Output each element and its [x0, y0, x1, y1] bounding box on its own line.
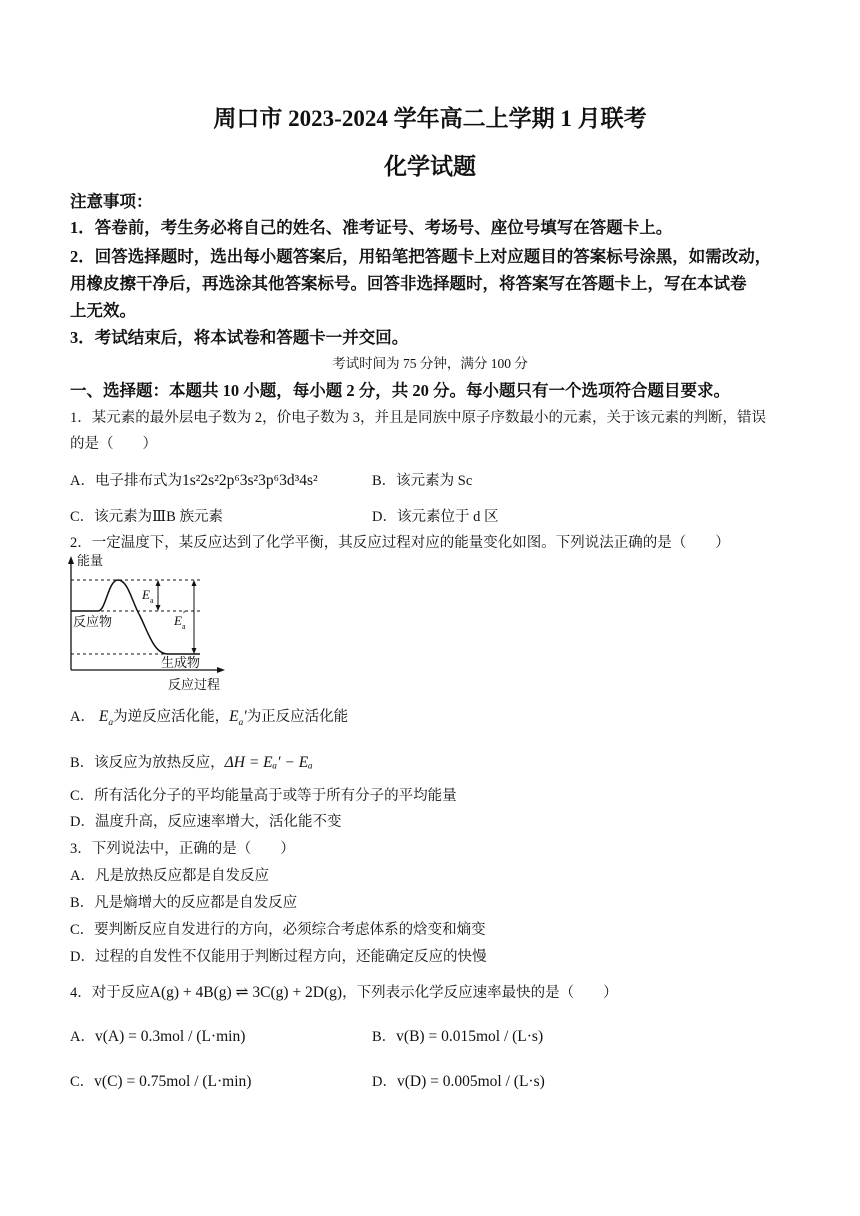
q4-equation: A(g) + 4B(g) ⇌ 3C(g) + 2D(g) — [149, 984, 343, 1001]
q2-option-b-label: B．该反应为放热反应， — [70, 755, 225, 771]
ea-prime-label-sub: a — [182, 622, 186, 631]
notice-item-2-cont: 用橡皮擦干净后，再选涂其他答案标号。回答非选择题时，将答案写在答题卡上，写在本试卷 — [70, 274, 747, 293]
energy-diagram — [60, 552, 240, 692]
q4-option-d-label: D． — [372, 1074, 397, 1090]
q2-option-a-label: A． — [70, 709, 95, 725]
q4-option-b-label: B． — [372, 1029, 397, 1045]
x-axis-label: 反应过程 — [168, 677, 221, 692]
q4-option-b — [372, 1025, 543, 1046]
q2-ea-prime-symbol: $E_a'$ — [229, 708, 247, 729]
q2-option-a-suffix: 为正反应活化能 — [246, 709, 349, 725]
q2-stem: 2．一定温度下，某反应达到了化学平衡，其反应过程对应的能量变化如图。下列说法正确的是（ ） — [70, 535, 730, 551]
q4-stem-prefix: 4．对于反应 — [70, 985, 150, 1001]
exam-title: 周口市 2023-2024 学年高二上学期 1 月联考 — [213, 106, 647, 131]
notice-item-1: 1．答卷前，考生务必将自己的姓名、准考证号、考场号、座位号填写在答题卡上。 — [70, 218, 673, 237]
q1-stem-cont: 的是（ ） — [70, 436, 157, 452]
notice-item-2: 2．回答选择题时，选出每小题答案后，用铅笔把答题卡上对应题目的答案标号涂黑，如需改动， — [70, 247, 772, 266]
q1-stem: 1．某元素的最外层电子数为 2，价电子数为 3，并且是同族中原子序数最小的元素，关于该元素的判断，错误 — [70, 410, 766, 426]
q1-option-a-label: A．电子排布式为 — [70, 473, 182, 489]
q3-option-c: C．要判断反应自发进行的方向，必须综合考虑体系的焓变和熵变 — [70, 922, 486, 938]
q2-option-d: D．温度升高，反应速率增大，活化能不变 — [70, 814, 342, 830]
ea-label: E — [142, 587, 150, 602]
q2-ea-symbol: $E_a$ — [94, 708, 114, 729]
q1-option-d: D．该元素位于 d 区 — [372, 509, 499, 525]
q3-stem: 3．下列说法中，正确的是（ ） — [70, 841, 295, 857]
q2-option-b — [70, 751, 313, 772]
q2-option-a-mid: 为逆反应活化能， — [113, 709, 230, 725]
notice-item-3: 3．考试结束后，将本试卷和答题卡一并交回。 — [70, 328, 409, 347]
q4-option-a-value: v(A) = 0.3mol / (L·min) — [94, 1028, 246, 1045]
q4-stem — [70, 981, 618, 1002]
exam-info: 考试时间为 75 分钟，满分 100 分 — [332, 356, 528, 371]
notice-item-2-end: 上无效。 — [70, 301, 136, 320]
ea-prime-mark: ′ — [183, 609, 186, 621]
q1-option-a — [70, 469, 318, 490]
q3-option-d: D．过程的自发性不仅能用于判断过程方向，还能确定反应的快慢 — [70, 949, 487, 965]
y-axis-arrow — [68, 556, 74, 564]
notice-heading: 注意事项： — [70, 192, 153, 211]
q4-option-c — [70, 1070, 251, 1091]
x-axis-arrow — [217, 667, 225, 673]
q4-option-d-value: v(D) = 0.005mol / (L·s) — [396, 1073, 545, 1090]
q1-option-b: B．该元素为 Sc — [372, 473, 473, 489]
product-label: 生成物 — [161, 655, 201, 670]
q2-option-b-formula: ΔH = Eₐ′ − Eₐ — [224, 754, 313, 771]
q4-option-a-label: A． — [70, 1029, 95, 1045]
q4-option-b-value: v(B) = 0.015mol / (L·s) — [396, 1028, 544, 1045]
y-axis-label: 能量 — [77, 553, 104, 568]
exam-subtitle: 化学试题 — [384, 154, 476, 179]
q4-stem-suffix: ，下列表示化学反应速率最快的是（ ） — [342, 985, 618, 1001]
q2-option-a — [70, 705, 348, 728]
q4-option-d — [372, 1070, 545, 1091]
q3-option-b: B．凡是熵增大的反应都是自发反应 — [70, 895, 298, 911]
q3-option-a: A．凡是放热反应都是自发反应 — [70, 868, 269, 884]
q2-option-c: C．所有活化分子的平均能量高于或等于所有分子的平均能量 — [70, 788, 457, 804]
ea-prime-label: E — [174, 613, 182, 628]
ea-label-sub: a — [150, 596, 154, 605]
q4-option-a — [70, 1025, 245, 1046]
q4-option-c-value: v(C) = 0.75mol / (L·min) — [94, 1073, 252, 1090]
q1-option-a-config: 1s²2s²2p⁶3s²3p⁶3d³4s² — [181, 472, 318, 489]
q4-option-c-label: C． — [70, 1074, 95, 1090]
section-heading: 一、选择题：本题共 10 小题，每小题 2 分，共 20 分。每小题只有一个选项符合题目要求。 — [70, 381, 730, 400]
q1-option-c: C．该元素为ⅢB 族元素 — [70, 509, 223, 525]
reactant-label: 反应物 — [73, 614, 113, 629]
